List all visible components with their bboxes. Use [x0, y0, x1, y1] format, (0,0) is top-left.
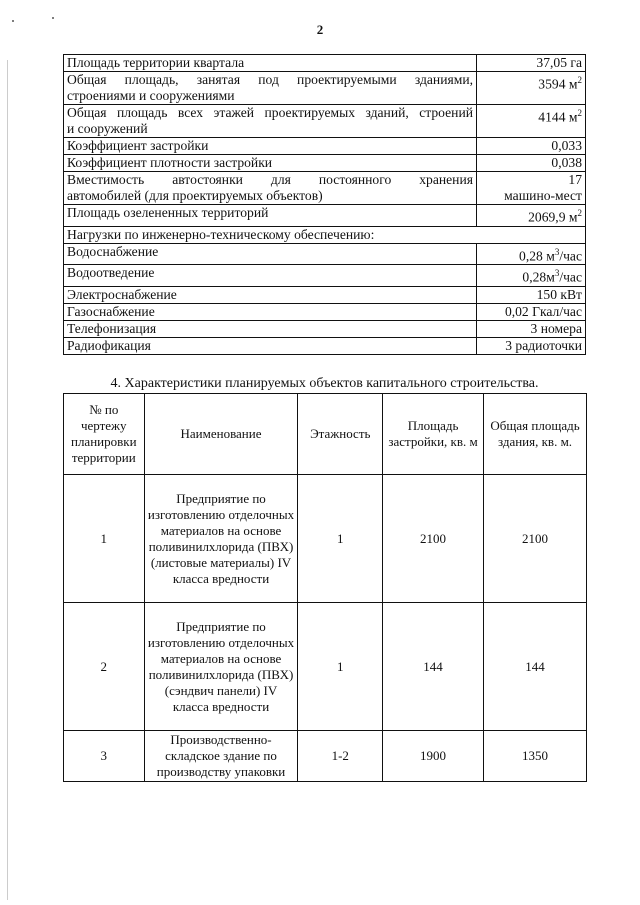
param-label-text: Радиофикация — [67, 337, 151, 353]
param-value-suffix: /час — [559, 269, 582, 285]
header-footprint: Площадь застройки, кв. м — [383, 394, 484, 475]
scan-edge-line — [7, 60, 8, 900]
row-name: Производственно-складское здание по производству упаковки — [144, 731, 298, 782]
param-value-unit-exponent: 3 — [554, 246, 560, 257]
params-row — [64, 138, 586, 155]
params-row — [64, 243, 586, 265]
param-label — [64, 303, 477, 320]
param-label — [64, 226, 586, 243]
header-name: Наименование — [144, 394, 298, 475]
params-row — [64, 55, 586, 72]
param-value-text: 3 радиоточки — [505, 337, 582, 353]
objects-table — [63, 393, 587, 782]
param-value — [477, 72, 586, 105]
param-label — [64, 172, 477, 205]
param-label-text: Водоснабжение — [67, 243, 159, 259]
row-num: 3 — [64, 731, 145, 782]
header-total-area: Общая площадь здания, кв. м. — [484, 394, 587, 475]
param-label — [64, 320, 477, 337]
param-label-text: Площадь озелененных территорий — [67, 205, 269, 220]
param-value — [477, 303, 586, 320]
row-footprint: 144 — [383, 603, 484, 731]
param-label-text: Коэффициент застройки — [67, 138, 209, 153]
row-floors: 1 — [298, 603, 383, 731]
params-row — [64, 172, 586, 205]
param-value — [477, 205, 586, 227]
param-value-text: 4144 м — [538, 109, 578, 125]
param-value-suffix: /час — [559, 248, 582, 264]
param-value-unit-exponent: 3 — [554, 268, 560, 279]
row-floors: 1 — [298, 475, 383, 603]
param-value-unit-exponent: 2 — [577, 208, 582, 218]
param-value-text: 2069,9 м — [528, 209, 578, 225]
param-value — [477, 243, 586, 265]
params-row — [64, 105, 586, 138]
param-value-text: 0,28м — [522, 269, 555, 285]
param-value-unit-exponent: 2 — [577, 75, 582, 85]
header-floors: Этажность — [298, 394, 383, 475]
param-value — [477, 172, 586, 205]
param-value-text: 0,02 Гкал/час — [504, 303, 582, 319]
table-row — [64, 475, 587, 603]
params-row — [64, 72, 586, 105]
param-value-text: 0,28 м — [519, 248, 555, 264]
param-label-continuation: строениями и сооружениями — [67, 88, 235, 103]
param-label-continuation: и сооружений — [67, 121, 148, 136]
param-label — [64, 105, 477, 138]
param-value — [477, 105, 586, 138]
param-value-text: 37,05 га — [536, 55, 582, 70]
param-label-text: Электроснабжение — [67, 286, 177, 302]
param-label — [64, 265, 477, 287]
param-label — [64, 243, 477, 265]
params-row — [64, 320, 586, 337]
objects-header-row — [64, 394, 587, 475]
param-value — [477, 55, 586, 72]
param-label — [64, 155, 477, 172]
param-label-text: Общая площадь, занятая под проектируемыми зданиями, — [67, 72, 473, 87]
param-label-text: Нагрузки по инженерно-техническому обеспечению: — [67, 226, 375, 242]
param-label-text: Общая площадь всех этажей проектируемых зданий, строений — [67, 105, 473, 120]
param-label — [64, 72, 477, 105]
params-row — [64, 337, 586, 354]
param-label-text: Газоснабжение — [67, 303, 155, 319]
row-name: Предприятие по изготовлению отделочных материалов на основе поливинилхлорида (ПВХ) (листовые материалы) IV класса вредности — [144, 475, 298, 603]
params-row — [64, 155, 586, 172]
page-number: 2 — [316, 22, 324, 37]
row-total-area: 144 — [484, 603, 587, 731]
param-value — [477, 286, 586, 303]
param-value-line2: машино-мест — [504, 188, 582, 203]
table-row — [64, 603, 587, 731]
param-value — [477, 337, 586, 354]
row-footprint: 2100 — [383, 475, 484, 603]
param-value — [477, 155, 586, 172]
row-total-area: 2100 — [484, 475, 587, 603]
params-row — [64, 205, 586, 227]
section-title: 4. Характеристики планируемых объектов капитального строительства. — [63, 376, 586, 394]
param-value-text: 3 номера — [530, 320, 582, 336]
params-row — [64, 226, 586, 243]
param-label-text: Телефонизация — [67, 320, 157, 336]
param-label-text: Водоотведение — [67, 265, 155, 281]
header-num: № по чертежу планировки территории — [64, 394, 145, 475]
row-total-area: 1350 — [484, 731, 587, 782]
param-value-text: 0,038 — [551, 155, 582, 170]
param-label-text: Вместимость автостоянки для постоянного хранения — [67, 172, 473, 187]
row-name: Предприятие по изготовлению отделочных материалов на основе поливинилхлорида (ПВХ) (сэндвич панели) IV класса вредности — [144, 603, 298, 731]
param-label — [64, 55, 477, 72]
param-label — [64, 138, 477, 155]
params-row — [64, 303, 586, 320]
scan-speck — [52, 17, 54, 19]
param-value — [477, 138, 586, 155]
param-value-text: 150 кВт — [536, 286, 582, 302]
parameters-table — [63, 54, 586, 355]
param-label-text: Площадь территории квартала — [67, 55, 245, 70]
param-value-text: 17 — [568, 172, 582, 187]
param-label — [64, 286, 477, 303]
param-value-text: 0,033 — [551, 138, 582, 153]
param-label — [64, 337, 477, 354]
param-label-text: Коэффициент плотности застройки — [67, 155, 273, 170]
row-floors: 1-2 — [298, 731, 383, 782]
params-row — [64, 286, 586, 303]
params-row — [64, 265, 586, 287]
param-value — [477, 320, 586, 337]
param-value-unit-exponent: 2 — [577, 108, 582, 118]
row-num: 2 — [64, 603, 145, 731]
param-value — [477, 265, 586, 287]
param-label-continuation: автомобилей (для проектируемых объектов) — [67, 188, 323, 203]
param-value-text: 3594 м — [538, 76, 578, 92]
param-label — [64, 205, 477, 227]
table-row — [64, 731, 587, 782]
row-footprint: 1900 — [383, 731, 484, 782]
row-num: 1 — [64, 475, 145, 603]
